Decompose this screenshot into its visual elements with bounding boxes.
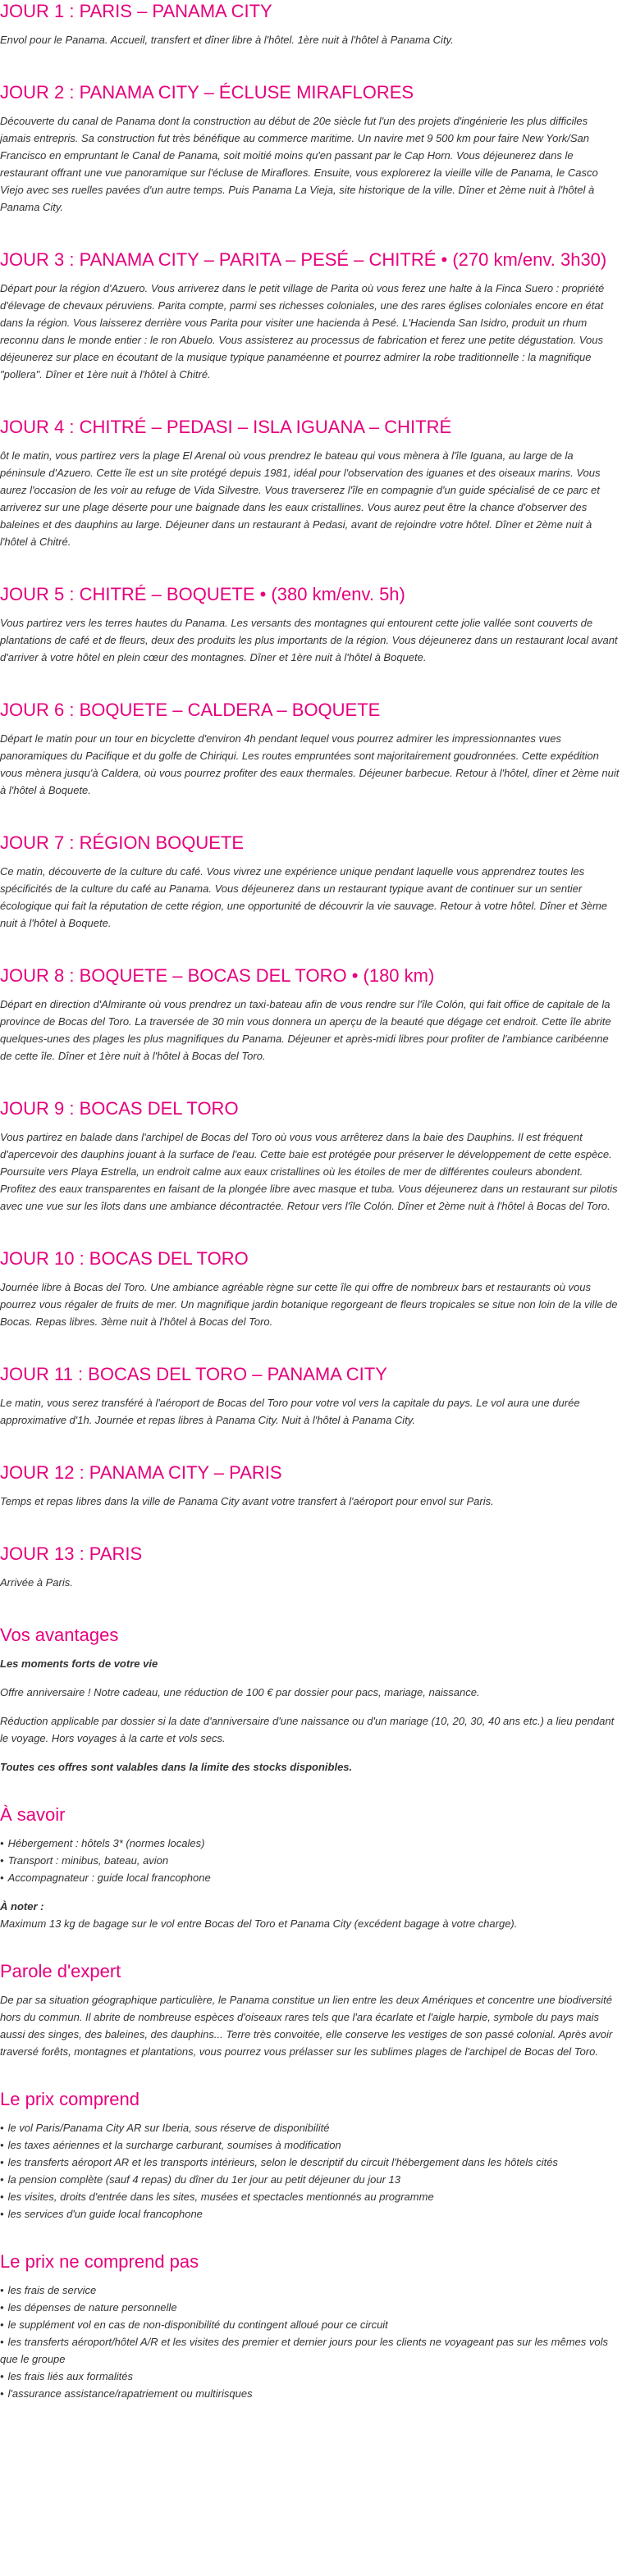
day-title: JOUR 10 : BOCAS DEL TORO bbox=[0, 1248, 249, 1269]
day-description: Le matin, vous serez transféré à l'aéroport de Bocas del Toro pour votre vol vers la capitale du pays. Le vol aura une durée approximative d'1h. Journée et repas libres à Panama City. Nuit à l'hôtel à Panama City. bbox=[0, 1397, 580, 1426]
day-title: JOUR 3 : PANAMA CITY – PARITA – PESÉ – CHITRÉ • (270 km/env. 3h30) bbox=[0, 249, 607, 270]
day-description: ôt le matin, vous partirez vers la plage El Arenal où vous prendrez le bateau qui vous mènera à l'île Iguana, au large de la péninsule d'Azuero. Cette île est un site protégé depuis 1981, idéal pour l'observation des iguanes et des oiseaux marins. Vous aurez l'occasion de les voir au refuge de Vida Silvestre. Vous traverserez l'île en compagnie d'un guide spécialisé de ce parc et arriverez sur une plage déserte pour une baignade dans les eaux cristallines. Vous aurez peut être la chance d'observer des baleines et des dauphins au large. Déjeuner dans un restaurant à Pedasi, avant de rejoindre votre hôtel. Dîner et 2ème nuit à l'hôtel à Chitré. bbox=[0, 449, 601, 548]
day-title: JOUR 6 : BOQUETE – CALDERA – BOQUETE bbox=[0, 700, 381, 720]
day-2 bbox=[0, 81, 620, 216]
advantages-validity: Toutes ces offres sont valables dans la limite des stocks disponibles. bbox=[0, 1761, 353, 1773]
day-9 bbox=[0, 1097, 620, 1215]
day-description: Départ en direction d'Almirante où vous prendrez un taxi-bateau afin de vous rendre sur l'île Colón, qui fait office de capitale de la province de Bocas del Toro. La traversée de 30 min vous donnera un aperçu de la beauté que dégage cet endroit. Cette île abrite quelques-unes des plages les plus magnifiques du Panama. Déjeuner et après-midi libres pour profiter de l'ambiance caribéenne de cette île. Dîner et 1ère nuit à l'hôtel à Bocas del Toro. bbox=[0, 998, 611, 1062]
day-8 bbox=[0, 964, 620, 1065]
price-excludes-section bbox=[0, 2250, 620, 2402]
good-to-know-title: À savoir bbox=[0, 1804, 66, 1825]
day-1 bbox=[0, 0, 620, 48]
expert-text: De par sa situation géographique particulière, le Panama constitue un lien entre les deux Amériques et concentre une biodiversité hors du commun. Il abrite de nombreuse espèces d'oiseaux rares tels que l'ara écarlate et l'aigle harpie, symbole du pays mais aussi des singes, des baleines, des dauphins... Terre très convoitée, elle conserve les vestiges de son passé colonial. Après avoir traversé forêts, montagnes et plantations, vous pourrez vous prélasser sur les sublimes plages de l'archipel de Bocas del Toro. bbox=[0, 1994, 613, 2058]
day-description: Vous partirez en balade dans l'archipel de Bocas del Toro où vous vous arrêterez dans la baie des Dauphins. Il est fréquent d'apercevoir des dauphins jouant à la surface de l'eau. Cette baie est protégée pour préserver le développement de cette espèce. Poursuite vers Playa Estrella, un endroit calme aux eaux cristallines où les étoiles de mer de différentes couleurs abondent. Profitez des eaux transparentes en faisant de la plongée libre avec masque et tuba. Vous déjeunerez dans un restaurant sur pilotis avec une vue sur les îlots dans une ambiance décontractée. Retour vers l'île Colón. Dîner et 2ème nuit à l'hôtel à Bocas del Toro. bbox=[0, 1131, 618, 1212]
day-4 bbox=[0, 416, 620, 550]
advantages-subtitle: Les moments forts de votre vie bbox=[0, 1657, 158, 1670]
list-item: • les transferts aéroport AR et les transports intérieurs, selon le descriptif du circuit l'hébergement dans les hôtels cités bbox=[0, 2154, 620, 2171]
day-description: Temps et repas libres dans la ville de Panama City avant votre transfert à l'aéroport pour envol sur Paris. bbox=[0, 1495, 494, 1507]
day-title: JOUR 1 : PARIS – PANAMA CITY bbox=[0, 1, 272, 21]
day-description: Vous partirez vers les terres hautes du Panama. Les versants des montagnes qui entourent cette jolie vallée sont couverts de plantations de café et de fleurs, deux des produits les plus importants de la région. Vous déjeunerez dans un restaurant local avant d'arriver à votre hôtel en plein cœur des montagnes. Dîner et 1ère nuit à l'hôtel à Boquete. bbox=[0, 617, 618, 663]
list-item: • les services d'un guide local francophone bbox=[0, 2205, 620, 2223]
advantages-title: Vos avantages bbox=[0, 1625, 119, 1645]
list-item: • la pension complète (sauf 4 repas) du dîner du 1er jour au petit déjeuner du jour 13 bbox=[0, 2171, 620, 2188]
day-title: JOUR 11 : BOCAS DEL TORO – PANAMA CITY bbox=[0, 1364, 387, 1384]
day-description: Ce matin, découverte de la culture du café. Vous vivrez une expérience unique pendant laquelle vous apprendrez toutes les spécificités de la culture du café au Panama. Vous déjeunerez dans un restaurant typique avant de continuer sur un sentier écologique qui fait la réputation de cette région, une opportunité de découvrir la vie sauvage. Retour à votre hôtel. Dîner et 3ème nuit à l'hôtel à Boquete. bbox=[0, 865, 608, 929]
list-item: • les frais liés aux formalités bbox=[0, 2368, 620, 2385]
day-description: Arrivée à Paris. bbox=[0, 1576, 73, 1589]
day-title: JOUR 7 : RÉGION BOQUETE bbox=[0, 832, 245, 853]
day-10 bbox=[0, 1247, 620, 1330]
list-item: • les dépenses de nature personnelle bbox=[0, 2299, 620, 2316]
day-description: Départ le matin pour un tour en bicyclette d'environ 4h pendant lequel vous pourrez admirer les impressionnantes vues panoramiques du Pacifique et du golfe de Chiriqui. Les routes empruntées sont majoritairement goudronnées. Cette expédition vous mènera jusqu'à Caldera, où vous pourrez profiter des eaux thermales. Déjeuner barbecue. Retour à l'hôtel, dîner et 2ème nuit à l'hôtel à Boquete. bbox=[0, 732, 620, 796]
price-excludes-title: Le prix ne comprend pas bbox=[0, 2251, 199, 2272]
list-item: • le supplément vol en cas de non-disponibilité du contingent alloué pour ce circuit bbox=[0, 2316, 620, 2333]
price-excludes-list bbox=[0, 2282, 620, 2402]
expert-title: Parole d'expert bbox=[0, 1961, 121, 1981]
list-item: • l'assurance assistance/rapatriement ou multirisques bbox=[0, 2385, 620, 2402]
list-item: • Transport : minibus, bateau, avion bbox=[0, 1852, 620, 1869]
list-item: • le vol Paris/Panama City AR sur Iberia, sous réserve de disponibilité bbox=[0, 2119, 620, 2136]
list-item: • les taxes aériennes et la surcharge carburant, soumises à modification bbox=[0, 2136, 620, 2154]
list-item: • les transferts aéroport/hôtel A/R et les visites des premier et dernier jours pour les clients ne voyageant pas sur les mêmes vols que le groupe bbox=[0, 2333, 620, 2368]
advantages-offer: Offre anniversaire ! Notre cadeau, une réduction de 100 € par dossier pour pacs, mariage, naissance. bbox=[0, 1686, 480, 1698]
day-title: JOUR 12 : PANAMA CITY – PARIS bbox=[0, 1462, 282, 1483]
day-title: JOUR 2 : PANAMA CITY – ÉCLUSE MIRAFLORES bbox=[0, 82, 414, 103]
day-title: JOUR 9 : BOCAS DEL TORO bbox=[0, 1098, 239, 1119]
day-11 bbox=[0, 1363, 620, 1429]
day-title: JOUR 4 : CHITRÉ – PEDASI – ISLA IGUANA – CHITRÉ bbox=[0, 417, 452, 437]
day-12 bbox=[0, 1461, 620, 1510]
day-13 bbox=[0, 1543, 620, 1591]
day-7 bbox=[0, 832, 620, 932]
day-5 bbox=[0, 583, 620, 666]
day-title: JOUR 13 : PARIS bbox=[0, 1543, 143, 1564]
note-text: Maximum 13 kg de bagage sur le vol entre Bocas del Toro et Panama City (excédent bagage à votre charge). bbox=[0, 1917, 518, 1930]
list-item: • Accompagnateur : guide local francophone bbox=[0, 1869, 620, 1886]
good-to-know-section bbox=[0, 1803, 620, 1932]
price-includes-list bbox=[0, 2119, 620, 2223]
day-title: JOUR 8 : BOQUETE – BOCAS DEL TORO • (180 km) bbox=[0, 965, 435, 986]
list-item: • Hébergement : hôtels 3* (normes locales) bbox=[0, 1835, 620, 1852]
day-description: Départ pour la région d'Azuero. Vous arriverez dans le petit village de Parita où vous ferez une halte à la Finca Suero : propriété d'élevage de chevaux péruviens. Parita compte, parmi ses richesses coloniales, une des rares églises coloniales encore en état dans la région. Vous laisserez derrière vous Parita pour visiter une hacienda à Pesé. L'Hacienda San Isidro, produit un rhum reconnu dans le monde entier : le ron Abuelo. Vous assisterez au processus de fabrication et ferez une petite dégustation. Vous déjeunerez sur place en écoutant de la musique typique panaméenne et pourrez admirer la robe traditionnelle : la magnifique "pollera". Dîner et 1ère nuit à l'hôtel à Chitré. bbox=[0, 282, 605, 381]
advantages-section bbox=[0, 1624, 620, 1776]
day-description: Envol pour le Panama. Accueil, transfert et dîner libre à l'hôtel. 1ère nuit à l'hôtel à Panama City. bbox=[0, 34, 454, 46]
price-includes-title: Le prix comprend bbox=[0, 2089, 139, 2109]
day-6 bbox=[0, 699, 620, 799]
price-includes-section bbox=[0, 2088, 620, 2223]
expert-section bbox=[0, 1960, 620, 2060]
list-item: • les frais de service bbox=[0, 2282, 620, 2299]
note-label: À noter : bbox=[0, 1900, 44, 1913]
good-to-know-list bbox=[0, 1835, 620, 1886]
day-3 bbox=[0, 248, 620, 383]
day-title: JOUR 5 : CHITRÉ – BOQUETE • (380 km/env. 5h) bbox=[0, 584, 405, 604]
list-item: • les visites, droits d'entrée dans les sites, musées et spectacles mentionnés au programme bbox=[0, 2188, 620, 2205]
advantages-conditions: Réduction applicable par dossier si la date d'anniversaire d'une naissance ou d'un mariage (10, 20, 30, 40 ans etc.) a lieu pendant le voyage. Hors voyages à la carte et vols secs. bbox=[0, 1715, 615, 1744]
day-description: Journée libre à Bocas del Toro. Une ambiance agréable règne sur cette île qui offre de nombreux bars et restaurants où vous pourrez vous régaler de fruits de mer. Un magnifique jardin botanique regorgeant de fleurs tropicales se situe non loin de la ville de Bocas. Repas libres. 3ème nuit à l'hôtel à Bocas del Toro. bbox=[0, 1281, 618, 1328]
day-description: Découverte du canal de Panama dont la construction au début de 20e siècle fut l'un des projets d'ingénierie les plus difficiles jamais entrepris. Sa construction fut très bénéfique au commerce maritime. Un navire met 9 500 km pour faire New York/San Francisco en empruntant le Canal de Panama, soit moitié moins qu'en passant par le Cap Horn. Vous déjeunerez dans le restaurant offrant une vue panoramique sur l'écluse de Miraflores. Ensuite, vous explorerez la vieille ville de Panama, le Casco Viejo avec ses ruelles pavées d'un autre temps. Puis Panama La Vieja, site historique de la ville. Dîner et 2ème nuit à l'hôtel à Panama City. bbox=[0, 115, 598, 213]
